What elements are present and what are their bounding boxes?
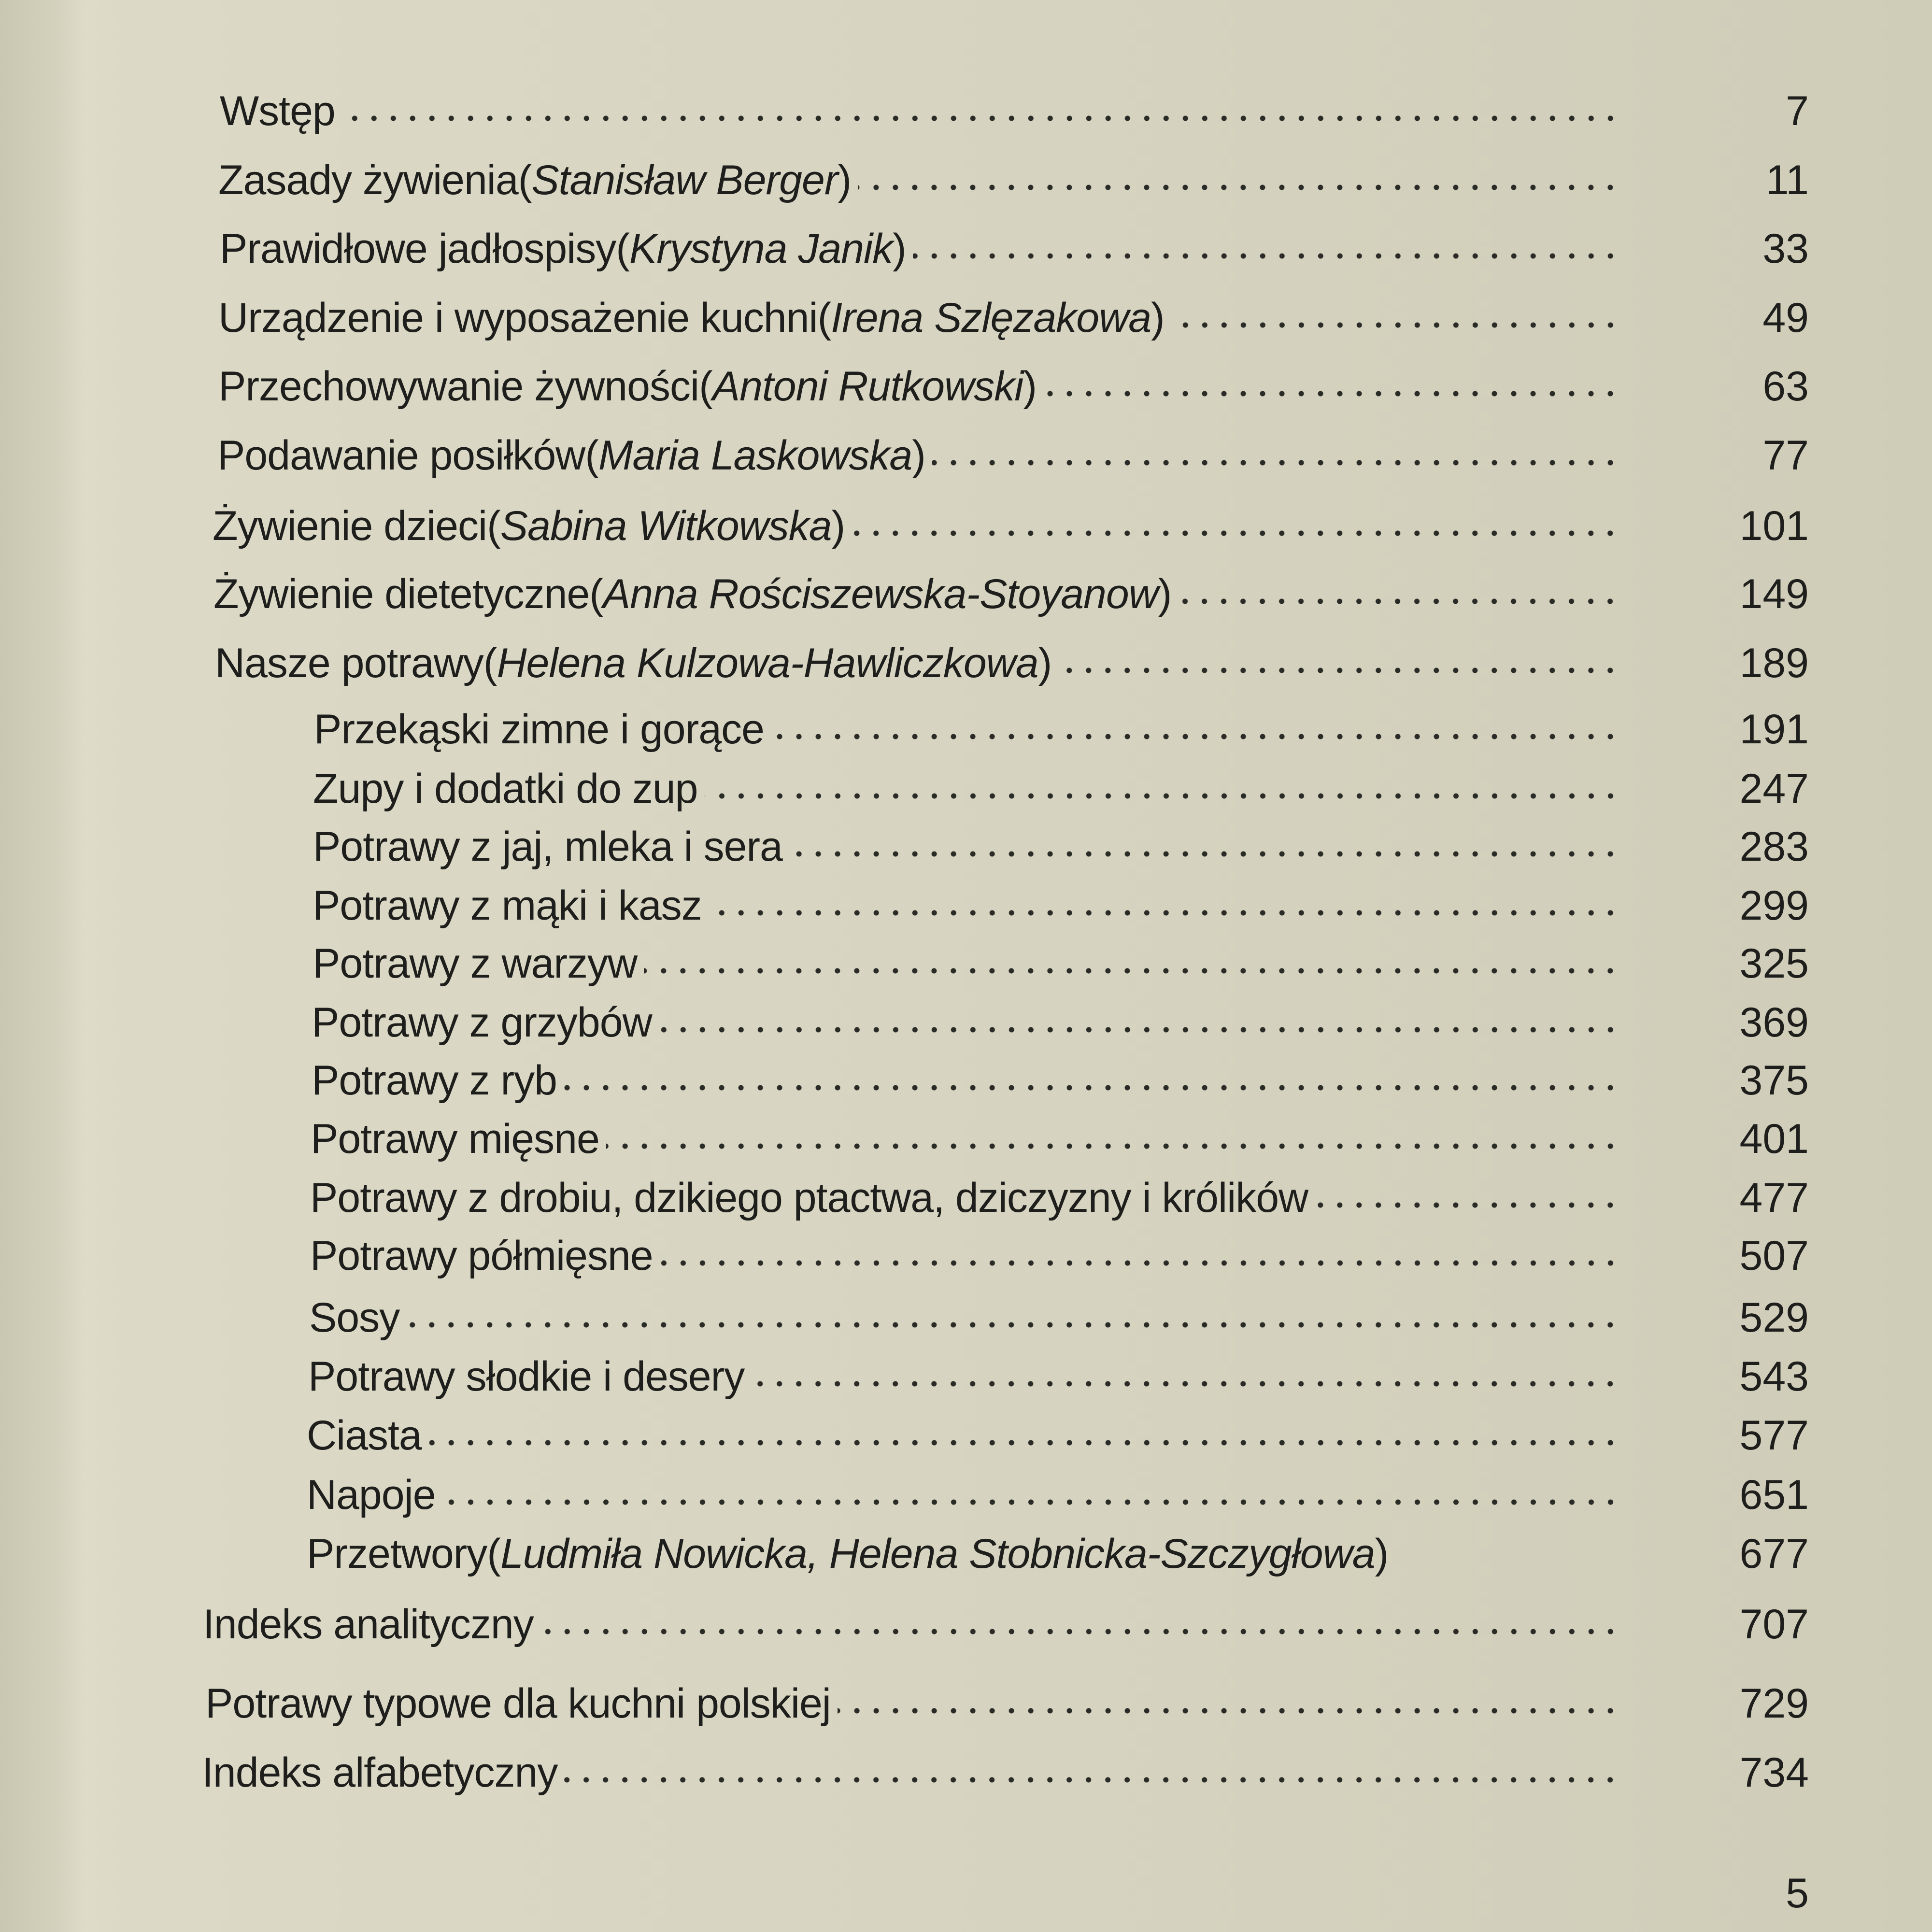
toc-entry-title: Potrawy typowe dla kuchni polskiej bbox=[205, 1680, 831, 1727]
toc-entry-title: Podawanie posiłków bbox=[217, 432, 585, 479]
toc-entry-page: 149 bbox=[1739, 570, 1809, 617]
toc-entry bbox=[0, 762, 1932, 815]
toc-entry-page: 33 bbox=[1762, 225, 1809, 272]
dot-leader bbox=[771, 703, 1620, 756]
toc-entry bbox=[0, 85, 1932, 138]
toc-entry bbox=[0, 1409, 1932, 1462]
toc-entry-title: Potrawy słodkie i desery bbox=[308, 1353, 745, 1400]
toc-entry-author: Irena Szlęzakowa bbox=[831, 294, 1151, 341]
toc-entry-author: Antoni Rutkowski bbox=[712, 363, 1023, 410]
dot-leader bbox=[644, 937, 1620, 990]
toc-entry-page: 191 bbox=[1739, 706, 1809, 753]
dot-leader bbox=[1043, 360, 1620, 413]
toc-entry-title: Napoje bbox=[307, 1471, 436, 1518]
toc-entry: Przetwory ( Ludmiła Nowicka, Helena Stobnicka-Szczygłowa ) 677 bbox=[0, 1527, 1932, 1580]
toc-entry-author: Krystyna Janik bbox=[629, 225, 893, 272]
toc-entry-title: Potrawy półmięsne bbox=[310, 1232, 653, 1279]
toc-entry bbox=[0, 937, 1932, 990]
toc-entry-title: Prawidłowe jadłospisy bbox=[220, 225, 616, 272]
toc-entry: Nasze potrawy ( Helena Kulzowa-Hawliczkowa ) 189 bbox=[0, 637, 1932, 690]
dot-leader bbox=[428, 1409, 1620, 1462]
toc-entry bbox=[0, 1229, 1932, 1282]
toc-entry: Żywienie dietetyczne ( Anna Rościszewska-Stoyanow ) 149 bbox=[0, 568, 1932, 621]
toc-entry-author: Sabina Witkowska bbox=[500, 502, 832, 549]
toc-entry-page: 401 bbox=[1739, 1115, 1809, 1162]
dot-leader bbox=[564, 1054, 1620, 1107]
toc-entry bbox=[0, 1171, 1932, 1224]
toc-entry-author: Helena Kulzowa-Hawliczkowa bbox=[497, 639, 1038, 686]
toc-entry-page: 477 bbox=[1739, 1174, 1809, 1221]
toc-entry-page: 734 bbox=[1739, 1749, 1809, 1796]
toc-entry-page: 189 bbox=[1739, 639, 1809, 686]
toc-entry-page: 283 bbox=[1739, 823, 1809, 870]
toc-entry-page: 707 bbox=[1739, 1601, 1809, 1648]
dot-leader bbox=[913, 222, 1620, 275]
toc-entry-page: 529 bbox=[1739, 1294, 1809, 1341]
toc-entry: Żywienie dzieci ( Sabina Witkowska ) 101 bbox=[0, 499, 1932, 553]
toc-entry-page: 63 bbox=[1762, 363, 1809, 410]
toc-entry-page: 729 bbox=[1739, 1680, 1809, 1727]
toc-entry bbox=[0, 879, 1932, 932]
dot-leader bbox=[1058, 637, 1620, 690]
toc-entry-author: Ludmiła Nowicka, Helena Stobnicka-Szczygłowa bbox=[500, 1530, 1375, 1577]
toc-entry-title: Zasady żywienia bbox=[218, 156, 518, 203]
toc-entry bbox=[0, 1054, 1932, 1107]
toc-entry-title: Potrawy z ryb bbox=[312, 1057, 557, 1104]
toc-entry: Przechowywanie żywności ( Antoni Rutkowski ) 63 bbox=[0, 360, 1932, 413]
toc-entry bbox=[0, 1468, 1932, 1521]
toc-entry bbox=[0, 703, 1932, 756]
dot-leader bbox=[1178, 568, 1620, 621]
toc-entry bbox=[0, 1291, 1932, 1344]
toc-entry: Urządzenie i wyposażenie kuchni ( Irena Szlęzakowa ) 49 bbox=[0, 291, 1932, 344]
toc-entry-author: Stanisław Berger bbox=[531, 156, 838, 203]
page-number: 5 bbox=[1786, 1870, 1809, 1917]
toc-entry-title: Urządzenie i wyposażenie kuchni bbox=[218, 294, 818, 341]
dot-leader bbox=[606, 1112, 1620, 1165]
toc-entry-title: Potrawy mięsne bbox=[311, 1115, 599, 1162]
toc-entry-page: 49 bbox=[1762, 294, 1809, 341]
toc-entry-author: Maria Laskowska bbox=[598, 432, 912, 479]
toc-entry-author: Anna Rościszewska-Stoyanow bbox=[602, 570, 1158, 617]
toc-entry-page: 375 bbox=[1739, 1057, 1809, 1104]
toc-entry-page: 677 bbox=[1739, 1530, 1809, 1577]
toc-entry-title: Sosy bbox=[309, 1294, 400, 1341]
toc-entry-title: Zupy i dodatki do zup bbox=[313, 765, 698, 812]
toc-entry bbox=[0, 1598, 1932, 1651]
toc-entry bbox=[0, 1677, 1932, 1730]
toc-entry-page: 247 bbox=[1739, 765, 1809, 812]
toc-entry-title: Przechowywanie żywności bbox=[218, 363, 699, 410]
toc-entry-title: Potrawy z mąki i kasz bbox=[313, 882, 702, 929]
toc-entry-title: Potrawy z drobiu, dzikiego ptactwa, dziczyzny i królików bbox=[310, 1174, 1308, 1221]
toc-entry-page: 577 bbox=[1739, 1412, 1809, 1459]
toc-entry-title: Indeks alfabetyczny bbox=[202, 1749, 558, 1796]
dot-leader bbox=[858, 154, 1620, 207]
dot-leader bbox=[789, 820, 1620, 873]
toc-entry-page: 77 bbox=[1762, 432, 1809, 479]
toc-entry-title: Żywienie dietetyczne bbox=[213, 570, 590, 617]
toc-entry-title: Przetwory bbox=[307, 1530, 487, 1577]
dot-leader bbox=[751, 1350, 1620, 1403]
toc-entry bbox=[0, 1350, 1932, 1403]
toc-entry-title: Potrawy z warzyw bbox=[313, 940, 638, 987]
toc-entry bbox=[0, 1112, 1932, 1165]
toc-entry-page: 543 bbox=[1739, 1353, 1809, 1400]
toc-entry-page: 101 bbox=[1739, 502, 1809, 549]
toc-entry-title: Nasze potrawy bbox=[215, 639, 483, 686]
dot-leader bbox=[540, 1598, 1620, 1651]
toc-entry-title: Indeks analityczny bbox=[203, 1601, 534, 1648]
toc-entry-title: Potrawy z grzybów bbox=[312, 999, 652, 1046]
toc-entry bbox=[0, 996, 1932, 1049]
dot-leader bbox=[442, 1468, 1620, 1521]
dot-leader bbox=[932, 429, 1620, 482]
toc-entry: Zasady żywienia ( Stanisław Berger ) 11 bbox=[0, 154, 1932, 207]
toc-entry-page: 325 bbox=[1739, 940, 1809, 987]
dot-leader bbox=[342, 85, 1620, 138]
dot-leader bbox=[564, 1746, 1620, 1799]
toc-entry-page: 651 bbox=[1739, 1471, 1809, 1518]
toc-entry-title: Potrawy z jaj, mleka i sera bbox=[313, 823, 782, 870]
toc-entry-page: 11 bbox=[1765, 156, 1809, 203]
toc-entry bbox=[0, 820, 1932, 873]
toc-entry-page: 369 bbox=[1739, 999, 1809, 1046]
toc-entry-title: Przekąski zimne i gorące bbox=[314, 706, 764, 753]
dot-leader bbox=[852, 499, 1620, 553]
dot-leader bbox=[709, 879, 1620, 932]
dot-leader bbox=[705, 762, 1620, 815]
dot-leader bbox=[1171, 291, 1620, 344]
toc-entry-page: 299 bbox=[1739, 882, 1809, 929]
toc-entry-page: 7 bbox=[1786, 87, 1809, 134]
toc-entry-page: 507 bbox=[1739, 1232, 1809, 1279]
dot-leader bbox=[838, 1677, 1620, 1730]
dot-leader bbox=[659, 996, 1620, 1049]
dot-leader bbox=[660, 1229, 1620, 1282]
dot-leader bbox=[1315, 1171, 1620, 1224]
toc-entry: Prawidłowe jadłospisy ( Krystyna Janik ) 33 bbox=[0, 222, 1932, 275]
dot-leader bbox=[406, 1291, 1620, 1344]
toc-entry-title: Wstęp bbox=[220, 87, 335, 134]
toc-entry: Podawanie posiłków ( Maria Laskowska ) 77 bbox=[0, 429, 1932, 482]
toc-entry-title: Żywienie dzieci bbox=[213, 502, 487, 549]
toc-entry-title: Ciasta bbox=[307, 1412, 422, 1459]
toc-entry bbox=[0, 1746, 1932, 1799]
